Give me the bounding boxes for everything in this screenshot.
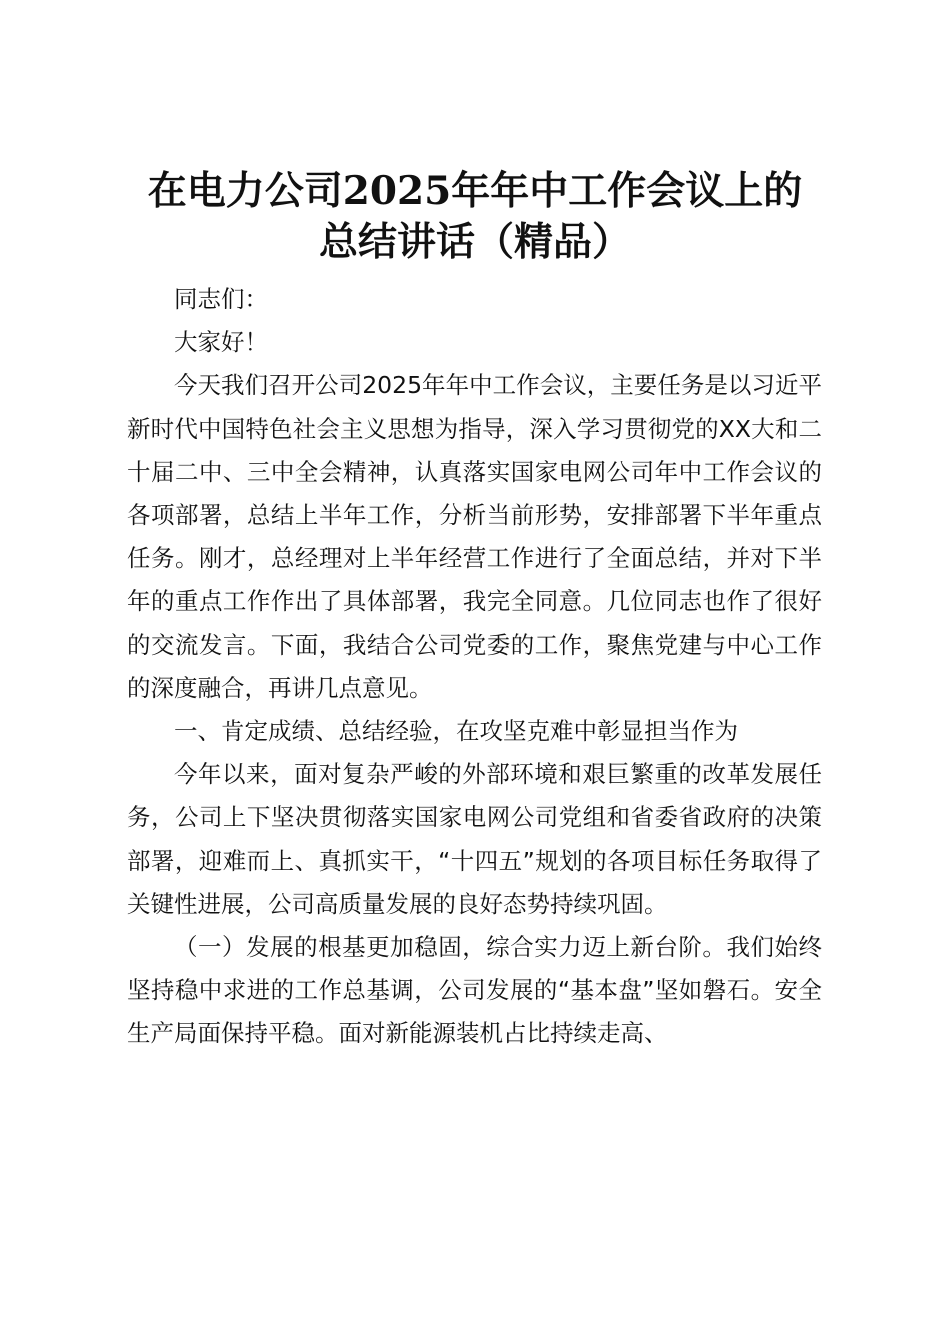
title-line-2: 总结讲话（精品） xyxy=(318,219,631,265)
section-1-paragraph: 今年以来，面对复杂严峻的外部环境和艰巨繁重的改革发展任务，公司上下坚决贯彻落实国家电网公司党组和省委省政府的决策部署，迎难而上、真抓实干，“十四五”规划的各项目标任务取得了关键性进展，公司高质量发展的良好态势持续巩固。 xyxy=(127,760,822,918)
intro-paragraph: 今天我们召开公司2025年年中工作会议，主要任务是以习近平新时代中国特色社会主义思想为指导，深入学习贯彻党的XX大和二十届二中、三中全会精神，认真落实国家电网公司年中工作会议的各项部署，总结上半年工作，分析当前形势，安排部署下半年重点任务。刚才，总经理对上半年经营工作进行了全面总结，并对下半年的重点工作作出了具体部署，我完全同意。几位同志也作了很好的交流发言。下面，我结合公司党委的工作，聚焦党建与中心工作的深度融合，再讲几点意见。 xyxy=(127,371,822,702)
document-body xyxy=(127,278,822,1056)
title-line-1: 在电力公司2025年年中工作会议上的 xyxy=(147,168,803,214)
greeting: 大家好！ xyxy=(174,328,268,357)
subsection-1-paragraph: （一）发展的根基更加稳固，综合实力迈上新台阶。我们始终坚持稳中求进的工作总基调，公司发展的“基本盘”坚如磐石。安全生产局面保持平稳。面对新能源装机占比持续走高、 xyxy=(127,933,822,1048)
salutation: 同志们： xyxy=(174,285,268,313)
section-heading-1: 一、肯定成绩、总结经验，在攻坚克难中彰显担当作为 xyxy=(174,717,738,746)
document-title xyxy=(120,166,830,268)
